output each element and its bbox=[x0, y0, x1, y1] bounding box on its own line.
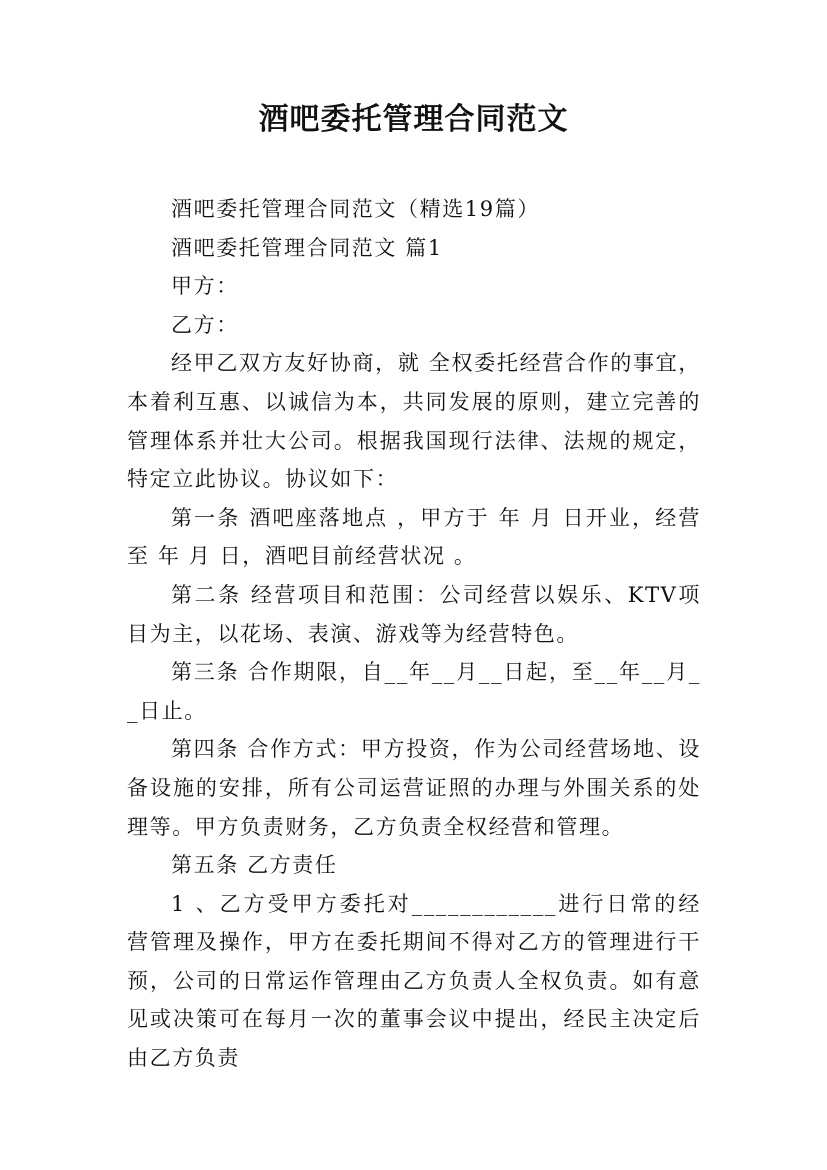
document-title: 酒吧委托管理合同范文 bbox=[258, 102, 569, 137]
document-body bbox=[127, 190, 701, 1078]
paragraph-preamble: 经甲乙双方友好协商，就 全权委托经营合作的事宜，本着利互惠、以诚信为本，共同发展的原则，建立完善的管理体系并壮大公司。根据我国现行法律、法规的规定，特定立此协议。协议如下： bbox=[127, 351, 701, 492]
paragraph-party-a: 甲方： bbox=[171, 274, 239, 299]
paragraph-article-3: 第三条 合作期限，自__年__月__日起，至__年__月__日止。 bbox=[127, 660, 701, 723]
paragraph-article-5-item-1: 1 、乙方受甲方委托对____________进行日常的经营管理及操作，甲方在委托期间不得对乙方的管理进行干预，公司的日常运作管理由乙方负责人全权负责。如有意见或决策可在每月一次的董事会议中提出，经民主决定后由乙方负责 bbox=[127, 891, 701, 1071]
paragraph-article-4: 第四条 合作方式：甲方投资，作为公司经营场地、设备设施的安排，所有公司运营证照的办理与外围关系的处理等。甲方负责财务，乙方负责全权经营和管理。 bbox=[127, 737, 701, 839]
paragraph-section-heading: 酒吧委托管理合同范文 篇1 bbox=[171, 235, 443, 260]
paragraph-subtitle: 酒吧委托管理合同范文（精选19篇） bbox=[171, 197, 540, 221]
paragraph-party-b: 乙方： bbox=[171, 312, 239, 337]
paragraph-article-2: 第二条 经营项目和范围：公司经营以娱乐、KTV项目为主，以花场、表演、游戏等为经营特色。 bbox=[127, 582, 701, 646]
paragraph-article-1: 第一条 酒吧座落地点 ，甲方于 年 月 日开业，经营至 年 月 日，酒吧目前经营状况 。 bbox=[127, 505, 701, 569]
paragraph-article-5: 第五条 乙方责任 bbox=[171, 853, 338, 878]
